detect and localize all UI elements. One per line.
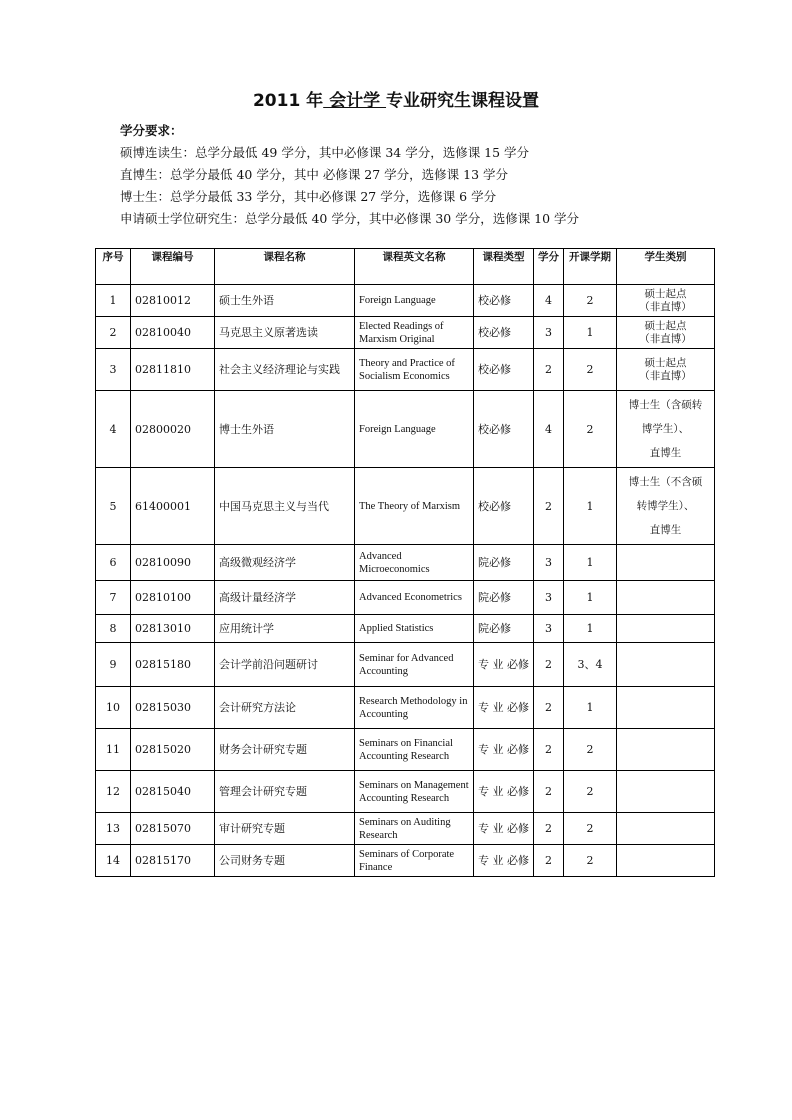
row-en-name: Foreign Language (355, 391, 474, 468)
row-students (617, 285, 715, 317)
row-name: 社会主义经济理论与实践 (215, 349, 355, 391)
course-table (95, 248, 715, 877)
student-category-line: 直博生 (649, 524, 682, 536)
row-students (617, 845, 715, 877)
row-en-name: Seminars on Management Accounting Research (355, 771, 474, 813)
row-credit: 2 (534, 643, 564, 687)
row-students (617, 771, 715, 813)
row-type: 院必修 (474, 615, 534, 643)
row-students (617, 581, 715, 615)
row-type: 校必修 (474, 468, 534, 545)
row-seq: 5 (96, 468, 131, 545)
row-code: 02815070 (131, 813, 215, 845)
requirement-line: 直博生：总学分最低 40 学分，其中 必修课 27 学分，选修课 13 学分 (120, 167, 509, 182)
row-credit: 2 (534, 468, 564, 545)
row-en-name: Research Methodology in Accounting (355, 687, 474, 729)
row-code: 02815030 (131, 687, 215, 729)
row-term: 2 (564, 845, 617, 877)
row-term: 1 (564, 687, 617, 729)
row-students (617, 687, 715, 729)
row-seq: 12 (96, 771, 131, 813)
student-category-line: （非直博） (639, 369, 692, 382)
row-type: 校必修 (474, 317, 534, 349)
row-code: 02810012 (131, 285, 215, 317)
row-credit: 2 (534, 349, 564, 391)
row-term: 2 (564, 285, 617, 317)
table-row (96, 813, 715, 845)
student-category-line: 硕士起点 (644, 356, 687, 369)
row-name: 高级微观经济学 (215, 545, 355, 581)
row-en-name: Seminar for Advanced Accounting (355, 643, 474, 687)
row-credit: 3 (534, 317, 564, 349)
row-students (617, 729, 715, 771)
row-en-name: Advanced Microeconomics (355, 545, 474, 581)
row-credit: 2 (534, 813, 564, 845)
student-category-line: 直博生 (649, 447, 682, 459)
row-students (617, 391, 715, 468)
student-category-line: 博士生（不含硕 (628, 476, 703, 488)
row-name: 中国马克思主义与当代 (215, 468, 355, 545)
table-row (96, 581, 715, 615)
row-term: 2 (564, 729, 617, 771)
table-row (96, 391, 715, 468)
table-row (96, 643, 715, 687)
student-category-line: （非直博） (639, 332, 692, 345)
table-row (96, 729, 715, 771)
row-students (617, 813, 715, 845)
row-seq: 1 (96, 285, 131, 317)
row-code: 02815020 (131, 729, 215, 771)
row-code: 02800020 (131, 391, 215, 468)
student-category-line: （非直博） (639, 300, 692, 313)
row-term: 2 (564, 391, 617, 468)
title-major: 会计学 (323, 91, 387, 111)
row-seq: 3 (96, 349, 131, 391)
row-term: 2 (564, 771, 617, 813)
row-code: 02810040 (131, 317, 215, 349)
student-category-line: 博士生（含硕转 (628, 399, 703, 411)
title-year: 2011 年 (252, 91, 324, 111)
header-code: 课程编号 (131, 249, 215, 285)
row-students (617, 615, 715, 643)
row-name: 马克思主义原著选读 (215, 317, 355, 349)
table-row (96, 349, 715, 391)
row-term: 1 (564, 615, 617, 643)
row-credit: 2 (534, 845, 564, 877)
row-students (617, 643, 715, 687)
header-students: 学生类别 (617, 249, 715, 285)
row-name: 硕士生外语 (215, 285, 355, 317)
row-type: 校必修 (474, 391, 534, 468)
row-en-name: Foreign Language (355, 285, 474, 317)
table-row (96, 687, 715, 729)
table-row (96, 545, 715, 581)
row-seq: 9 (96, 643, 131, 687)
row-en-name: Seminars of Corporate Finance (355, 845, 474, 877)
row-seq: 6 (96, 545, 131, 581)
row-credit: 2 (534, 687, 564, 729)
row-type: 专 业 必修 (474, 845, 534, 877)
row-students (617, 317, 715, 349)
row-en-name: Elected Readings of Marxism Original (355, 317, 474, 349)
row-credit: 2 (534, 771, 564, 813)
header-term: 开课学期 (564, 249, 617, 285)
row-type: 校必修 (474, 349, 534, 391)
requirement-line: 硕博连读生：总学分最低 49 学分，其中必修课 34 学分，选修课 15 学分 (120, 145, 530, 160)
row-code: 02811810 (131, 349, 215, 391)
row-credit: 3 (534, 581, 564, 615)
table-header-row (96, 249, 715, 285)
requirements-heading: 学分要求： (120, 123, 183, 138)
row-name: 会计研究方法论 (215, 687, 355, 729)
row-seq: 10 (96, 687, 131, 729)
table-row (96, 845, 715, 877)
row-type: 专 业 必修 (474, 771, 534, 813)
header-name: 课程名称 (215, 249, 355, 285)
row-seq: 7 (96, 581, 131, 615)
table-row (96, 615, 715, 643)
header-en-name: 课程英文名称 (355, 249, 474, 285)
row-type: 校必修 (474, 285, 534, 317)
row-type: 院必修 (474, 581, 534, 615)
row-name: 高级计量经济学 (215, 581, 355, 615)
header-credit: 学分 (534, 249, 564, 285)
row-credit: 4 (534, 285, 564, 317)
table-row (96, 317, 715, 349)
row-name: 公司财务专题 (215, 845, 355, 877)
student-category-line: 硕士起点 (644, 319, 687, 332)
header-type: 课程类型 (474, 249, 534, 285)
row-en-name: Theory and Practice of Socialism Economics (355, 349, 474, 391)
header-seq: 序号 (96, 249, 131, 285)
table-row (96, 771, 715, 813)
student-category-line: 博学生）、 (641, 423, 690, 435)
row-en-name: The Theory of Marxism (355, 468, 474, 545)
requirement-line: 申请硕士学位研究生：总学分最低 40 学分，其中必修课 30 学分，选修课 10 学分 (120, 211, 580, 226)
row-term: 1 (564, 468, 617, 545)
row-seq: 11 (96, 729, 131, 771)
row-en-name: Seminars on Auditing Research (355, 813, 474, 845)
row-code: 02810100 (131, 581, 215, 615)
row-name: 审计研究专题 (215, 813, 355, 845)
row-type: 专 业 必修 (474, 729, 534, 771)
row-name: 应用统计学 (215, 615, 355, 643)
table-row (96, 468, 715, 545)
student-category-line: 硕士起点 (644, 287, 687, 300)
title-suffix: 专业研究生课程设置 (386, 91, 540, 111)
row-en-name: Seminars on Financial Accounting Research (355, 729, 474, 771)
row-seq: 8 (96, 615, 131, 643)
row-students (617, 349, 715, 391)
row-name: 管理会计研究专题 (215, 771, 355, 813)
row-type: 专 业 必修 (474, 813, 534, 845)
requirement-line: 博士生：总学分最低 33 学分，其中必修课 27 学分，选修课 6 学分 (120, 189, 497, 204)
row-code: 02810090 (131, 545, 215, 581)
row-code: 02815040 (131, 771, 215, 813)
row-term: 2 (564, 813, 617, 845)
row-seq: 2 (96, 317, 131, 349)
row-seq: 13 (96, 813, 131, 845)
row-term: 2 (564, 349, 617, 391)
row-name: 会计学前沿问题研讨 (215, 643, 355, 687)
row-code: 02815180 (131, 643, 215, 687)
row-students (617, 468, 715, 545)
row-code: 61400001 (131, 468, 215, 545)
row-term: 1 (564, 545, 617, 581)
page-title (0, 86, 792, 111)
row-name: 财务会计研究专题 (215, 729, 355, 771)
row-type: 专 业 必修 (474, 643, 534, 687)
row-en-name: Applied Statistics (355, 615, 474, 643)
row-credit: 4 (534, 391, 564, 468)
row-term: 1 (564, 581, 617, 615)
row-code: 02815170 (131, 845, 215, 877)
row-type: 院必修 (474, 545, 534, 581)
row-name: 博士生外语 (215, 391, 355, 468)
row-en-name: Advanced Econometrics (355, 581, 474, 615)
row-term: 3、4 (564, 643, 617, 687)
row-type: 专 业 必修 (474, 687, 534, 729)
row-code: 02813010 (131, 615, 215, 643)
row-students (617, 545, 715, 581)
table-row (96, 285, 715, 317)
credit-requirements (120, 120, 579, 230)
row-term: 1 (564, 317, 617, 349)
student-category-line: 转博学生）、 (636, 500, 695, 512)
row-seq: 4 (96, 391, 131, 468)
row-credit: 3 (534, 545, 564, 581)
table-body (96, 285, 715, 877)
row-seq: 14 (96, 845, 131, 877)
row-credit: 2 (534, 729, 564, 771)
row-credit: 3 (534, 615, 564, 643)
